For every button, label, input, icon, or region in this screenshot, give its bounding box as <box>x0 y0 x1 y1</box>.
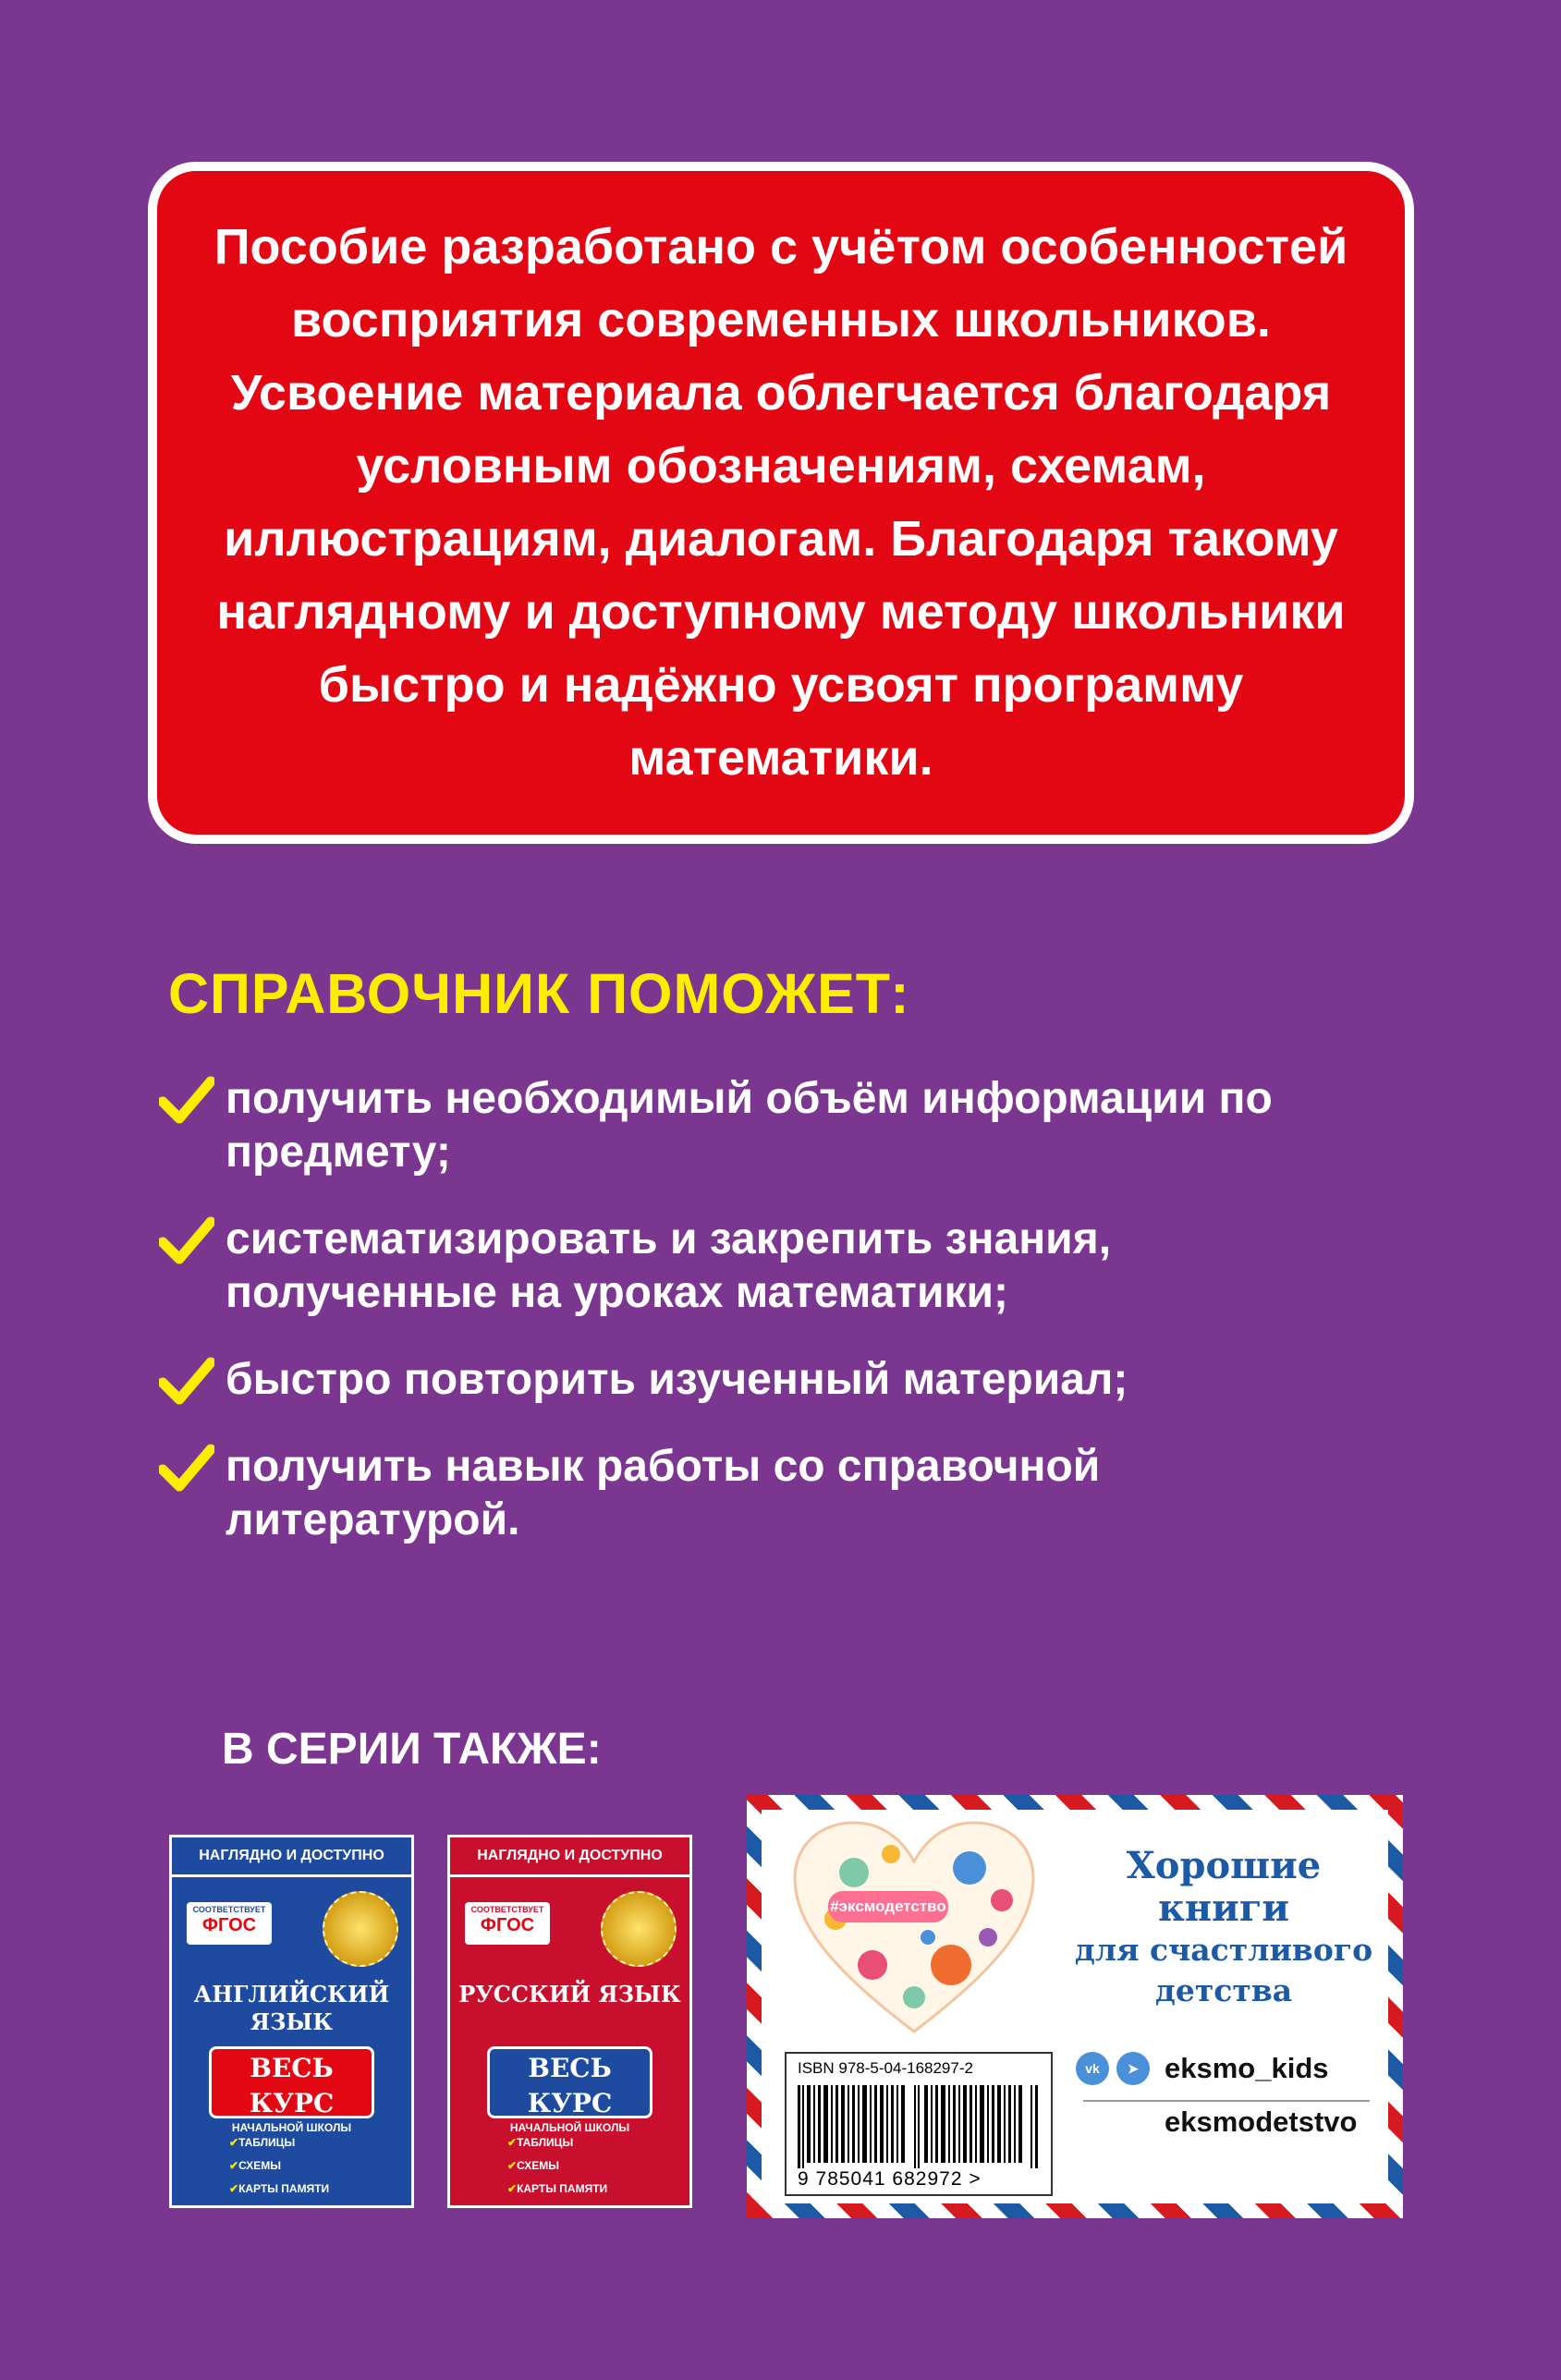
fgos-badge-main: ФГОС <box>201 1915 257 1935</box>
book-feature: ✔ ТАБЛИЦЫ <box>507 2131 607 2154</box>
book-course-box <box>487 2046 652 2134</box>
checkmark-icon <box>159 1076 214 1124</box>
help-section-title: СПРАВОЧНИК ПОМОЖЕТ: <box>168 962 910 1025</box>
slogan-line: Хорошие <box>1126 1844 1322 1887</box>
telegram-icon[interactable]: ➤ <box>1116 2052 1150 2085</box>
benefit-text: быстро повторить изученный материал; <box>226 1355 1128 1404</box>
benefit-text: получить навык работы со справочной литературой. <box>226 1442 1101 1544</box>
social-handle[interactable]: eksmo_kids <box>1165 2052 1329 2084</box>
fgos-badge-top: СООТВЕТСТВУЕТ <box>192 1905 266 1914</box>
slogan <box>1071 1845 1376 2011</box>
series-book-russian[interactable] <box>447 1835 692 2208</box>
benefit-item <box>159 1440 1360 1547</box>
book-course-box <box>209 2046 374 2134</box>
book-features <box>229 2131 329 2201</box>
book-course-sub: НАЧАЛЬНОЙ ШКОЛЫ <box>509 2121 630 2134</box>
series-book-english[interactable] <box>169 1835 414 2208</box>
book-series-band: НАГЛЯДНО И ДОСТУПНО <box>450 1837 689 1877</box>
book-course: ВЕСЬ КУРС <box>527 2053 613 2118</box>
benefit-text: получить необходимый объём информации по предмету; <box>226 1074 1273 1177</box>
slogan-line: детства <box>1154 1972 1293 2008</box>
series-title: В СЕРИИ ТАКЖЕ: <box>222 1725 602 1774</box>
book-course: ВЕСЬ КУРС <box>249 2053 335 2118</box>
book-course-sub: НАЧАЛЬНОЙ ШКОЛЫ <box>231 2121 352 2134</box>
benefit-item <box>159 1072 1360 1179</box>
book-subject: АНГЛИЙСКИЙ ЯЗЫК <box>193 1981 390 2035</box>
site-handle[interactable]: eksmodetstvo <box>1165 2105 1358 2138</box>
isbn-barcode <box>785 2052 1053 2196</box>
hashtag-label: #эксмодетство <box>828 1891 948 1922</box>
barcode-icon <box>798 2085 1040 2168</box>
heart-icon <box>789 1817 1039 2039</box>
barcode-digits: 9 785041 682972 > <box>798 2168 982 2190</box>
postcard <box>747 1795 1403 2218</box>
fgos-badge <box>187 1902 272 1945</box>
slogan-line: книги <box>1157 1886 1289 1930</box>
social-links <box>1076 2048 1372 2139</box>
book-subject: РУССКИЙ ЯЗЫК <box>458 1981 681 2008</box>
book-feature: ✔ КАРТЫ ПАМЯТИ <box>507 2178 607 2201</box>
benefits-list <box>159 1072 1360 1547</box>
gold-seal-icon <box>601 1891 677 1967</box>
book-series-band: НАГЛЯДНО И ДОСТУПНО <box>172 1837 411 1877</box>
checkmark-icon <box>159 1357 214 1405</box>
fgos-badge-top: СООТВЕТСТВУЕТ <box>470 1905 544 1914</box>
description-text: Пособие разработано с учётом особенностей восприятия современных школьников. Усвоение материала облегчается благодаря условным обозначениям, схемам, иллюстрациям, диалогам. Благодаря такому наглядному и доступному методу школьники быстро и надёжно усвоят программу математики. <box>213 219 1348 786</box>
description-box <box>148 162 1414 844</box>
book-features <box>507 2131 607 2201</box>
vk-icon[interactable]: vk <box>1076 2052 1109 2085</box>
fgos-badge-main: ФГОС <box>480 1915 535 1935</box>
checkmark-icon <box>159 1444 214 1492</box>
divider <box>1083 2100 1370 2102</box>
social-row <box>1076 2048 1372 2089</box>
fgos-badge <box>465 1902 550 1945</box>
benefit-item <box>159 1353 1360 1407</box>
benefit-text: систематизировать и закрепить знания, полученные на уроках математики; <box>226 1214 1112 1317</box>
isbn-text: ISBN 978-5-04-168297-2 <box>798 2059 973 2077</box>
benefit-item <box>159 1213 1360 1320</box>
slogan-line: для счастливого <box>1074 1932 1373 1968</box>
book-feature: ✔ СХЕМЫ <box>229 2154 329 2178</box>
book-feature: ✔ СХЕМЫ <box>507 2154 607 2178</box>
book-feature: ✔ ТАБЛИЦЫ <box>229 2131 329 2154</box>
checkmark-icon <box>159 1216 214 1264</box>
book-feature: ✔ КАРТЫ ПАМЯТИ <box>229 2178 329 2201</box>
gold-seal-icon <box>323 1891 398 1967</box>
